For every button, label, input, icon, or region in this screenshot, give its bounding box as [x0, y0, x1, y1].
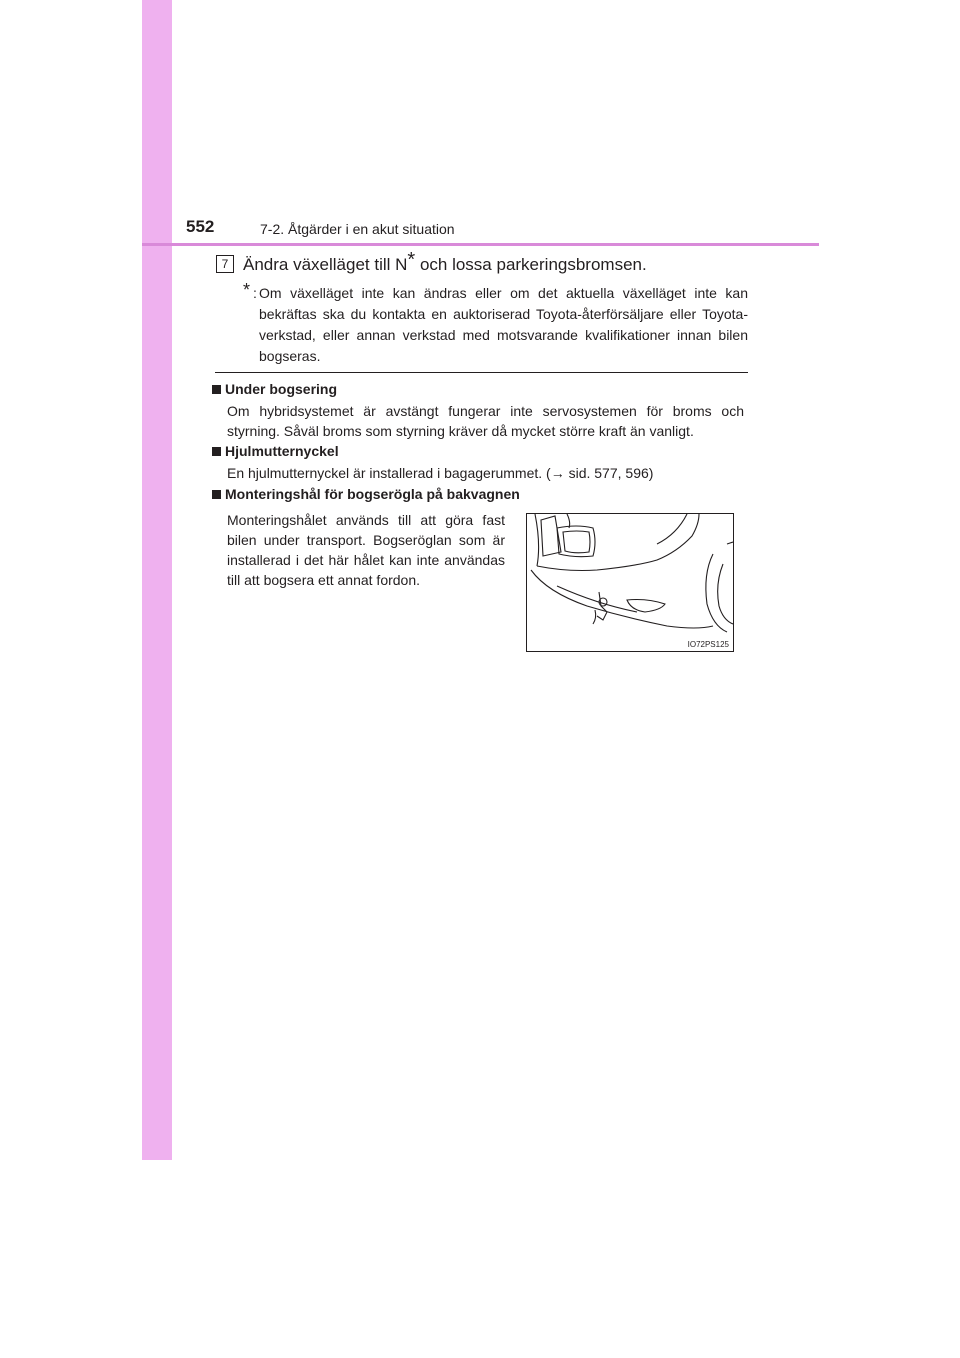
header-rule — [142, 243, 819, 246]
footnote: * : Om växelläget inte kan ändras eller om det aktuella växelläget inte kan bekräftas ska du kontakta en auktoriserad Toyota-återförsäljare eller Toyota-verkstad, eller annan verkstad med motsvarande kvalifikationer innan bilen bogseras. — [243, 283, 748, 367]
footnote-mark: * — [243, 280, 251, 300]
heading-monteringshal: Monteringshål för bogserögla på bakvagnen — [212, 486, 520, 502]
bullet-square-icon — [212, 447, 221, 456]
bullet-square-icon — [212, 385, 221, 394]
car-rear-tow-eye-illustration — [526, 513, 734, 652]
section-title: 7-2. Åtgärder i en akut situation — [260, 221, 455, 237]
step-star: * — [407, 249, 416, 271]
body-monteringshal: Monteringshålet används till att göra fast bilen under transport. Bogseröglan som är installerad i det här hålet kan inte användas till att bogsera ett annat fordon. — [227, 512, 505, 588]
body-under-bogsering: Om hybridsystemet är avstängt fungerar inte servosystemen för broms och styrning. Såväl broms som styrning kräver då mycket större kraft än vanligt. — [227, 403, 744, 439]
figure-label: IO72PS125 — [687, 640, 729, 649]
heading-hjulmutternyckel: Hjulmutternyckel — [212, 443, 339, 459]
step-text-after: och lossa parkeringsbromsen. — [415, 255, 647, 274]
bullet-square-icon — [212, 490, 221, 499]
page-number: 552 — [186, 217, 215, 236]
footnote-text: Om växelläget inte kan ändras eller om det aktuella växelläget inte kan bekräftas ska du kontakta en auktoriserad Toyota-återförsäljare eller Toyota-verkstad, eller annan verkstad med motsvarande kvalifikationer innan bilen bogseras. — [259, 285, 748, 364]
section-divider — [215, 372, 748, 373]
step-number-box: 7 — [216, 255, 234, 273]
body-hjulmutternyckel: En hjulmutternyckel är installerad i bagagerummet. (→ sid. 577, 596) — [227, 465, 654, 481]
heading-under-bogsering: Under bogsering — [212, 381, 337, 397]
step-text-before: Ändra växelläget till N — [243, 255, 408, 274]
step-instruction — [243, 249, 647, 276]
car-rear-icon — [527, 514, 733, 651]
chapter-tab-bar — [142, 0, 172, 1160]
